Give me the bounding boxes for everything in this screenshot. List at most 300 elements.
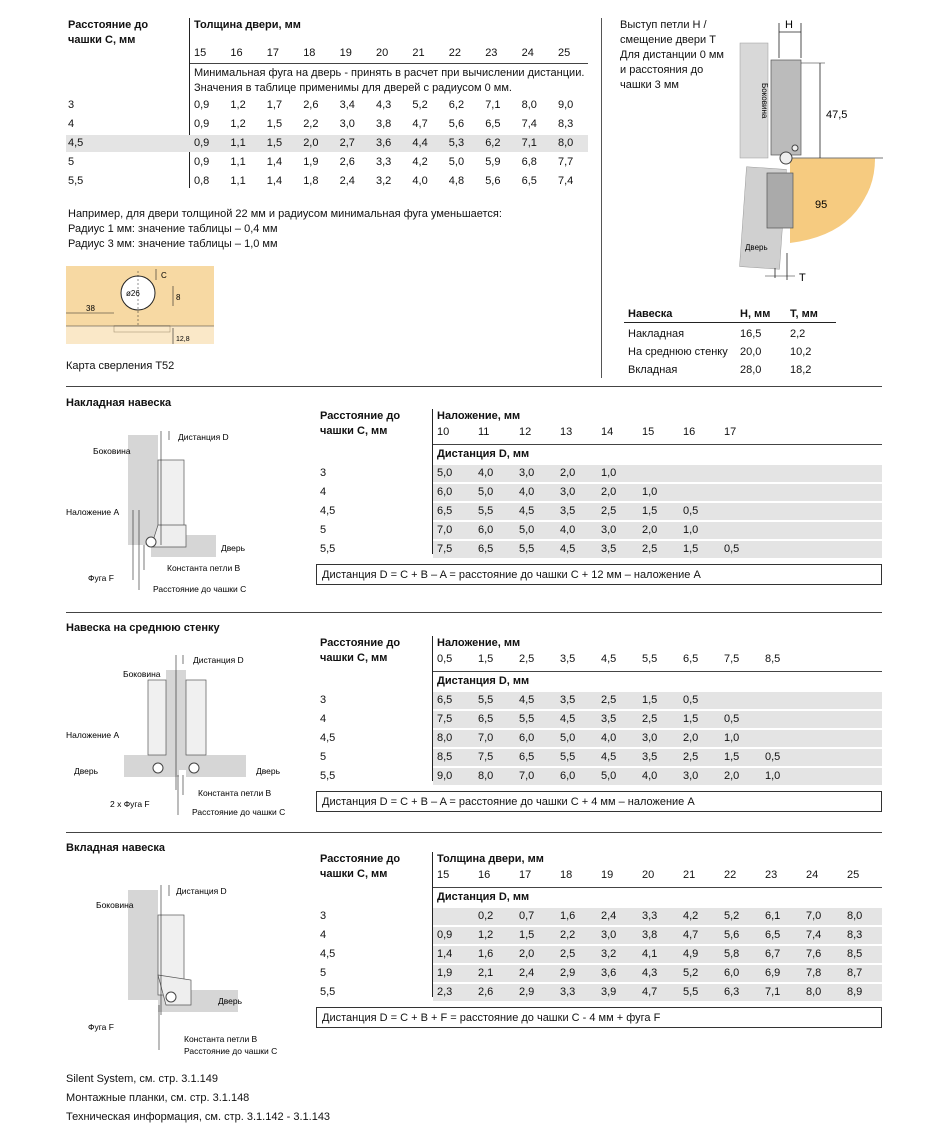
inset-cell: 6,0 bbox=[724, 967, 740, 979]
table-cell: 6,5 bbox=[521, 175, 537, 187]
inset-cup-dist-label: Расстояние до чашки C bbox=[184, 1046, 278, 1056]
table-cell: 1,1 bbox=[230, 156, 246, 168]
overlay-col-number: 14 bbox=[601, 426, 614, 438]
table-cell: 2,4 bbox=[339, 175, 355, 187]
divider bbox=[601, 18, 602, 378]
inset-col-number: 15 bbox=[437, 869, 450, 881]
table-cell: 3,0 bbox=[339, 118, 355, 130]
overlay-cell: 4,0 bbox=[478, 467, 494, 479]
overlay-side-label: Боковина bbox=[93, 446, 131, 456]
inset-cell: 8,0 bbox=[847, 910, 863, 922]
inset-cell: 1,6 bbox=[478, 948, 494, 960]
inset-cell: 7,4 bbox=[806, 929, 822, 941]
inset-cell: 4,7 bbox=[683, 929, 699, 941]
inset-col-number: 23 bbox=[765, 869, 778, 881]
midwall-distance-d-label: Дистанция D bbox=[193, 655, 244, 665]
overlay-cell: 3,0 bbox=[519, 467, 535, 479]
inset-row-c: 5,5 bbox=[320, 986, 336, 998]
overlay-cell: 5,0 bbox=[478, 486, 494, 498]
overlay-group-header: Наложение, мм bbox=[437, 410, 521, 422]
table-cell: 3,6 bbox=[376, 137, 392, 149]
inset-cell: 5,2 bbox=[724, 910, 740, 922]
inset-cell: 3,0 bbox=[601, 929, 617, 941]
midwall-cell: 7,5 bbox=[437, 713, 453, 725]
midwall-cell: 4,5 bbox=[601, 751, 617, 763]
table-cell: 5,6 bbox=[485, 175, 501, 187]
overlay-cell: 1,0 bbox=[683, 524, 699, 536]
overlay-door-label: Дверь bbox=[221, 543, 246, 553]
midwall-cell: 1,5 bbox=[642, 694, 658, 706]
midwall-col-header bbox=[320, 636, 400, 666]
inset-col-number: 25 bbox=[847, 869, 860, 881]
overlay-col-number: 12 bbox=[519, 426, 532, 438]
col-header-line1: Расстояние до bbox=[320, 410, 401, 422]
table-cell: 1,4 bbox=[266, 175, 283, 187]
footer-line2: Монтажные планки, см. стр. 3.1.148 bbox=[66, 1092, 250, 1104]
inset-formula: Дистанция D = C + B + F = расстояние до чашки C - 4 мм + фуга F bbox=[316, 1007, 882, 1028]
midwall-row-c: 4,5 bbox=[320, 732, 336, 744]
h-label: H bbox=[785, 19, 793, 31]
inset-col-number: 22 bbox=[724, 869, 737, 881]
thickness-col-header: 16 bbox=[230, 47, 243, 59]
midwall-cell: 7,0 bbox=[519, 770, 535, 782]
table-cell: 4,2 bbox=[412, 156, 428, 168]
inset-cell: 2,9 bbox=[519, 986, 535, 998]
inset-cell: 7,0 bbox=[806, 910, 822, 922]
table-cell: 1,5 bbox=[266, 118, 283, 130]
midwall-row bbox=[433, 692, 882, 709]
midwall-cell: 6,5 bbox=[437, 694, 453, 706]
table-cell: 0,9 bbox=[194, 99, 210, 111]
dim-38-label: 38 bbox=[86, 304, 95, 313]
inset-diagram bbox=[66, 880, 306, 1060]
midwall-col-number: 8,5 bbox=[765, 653, 781, 665]
ht-name: Вкладная bbox=[628, 364, 678, 376]
table-cell: 6,8 bbox=[521, 156, 537, 168]
table-cell: 8,3 bbox=[558, 118, 574, 130]
ht-header-h: H, мм bbox=[740, 308, 771, 320]
inset-col-number: 17 bbox=[519, 869, 532, 881]
inset-cell: 2,4 bbox=[601, 910, 617, 922]
midwall-cell: 2,5 bbox=[683, 751, 699, 763]
midwall-row bbox=[433, 749, 882, 766]
overlay-cell: 3,0 bbox=[601, 524, 617, 536]
example-note bbox=[68, 207, 502, 252]
table-cell: 1,9 bbox=[303, 156, 319, 168]
divider bbox=[624, 322, 836, 323]
c-label: C bbox=[161, 271, 167, 280]
divider bbox=[433, 887, 882, 888]
protrusion-line4: и расстояния до bbox=[620, 64, 704, 76]
col-header-line1: Расстояние до bbox=[320, 853, 401, 865]
overlay-col-number: 15 bbox=[642, 426, 655, 438]
overlay-cell: 4,5 bbox=[560, 543, 576, 555]
midwall-cell: 1,5 bbox=[724, 751, 740, 763]
dim-47-5-label: 47,5 bbox=[826, 109, 848, 121]
midwall-cell: 2,0 bbox=[724, 770, 740, 782]
table-cell: 5,6 bbox=[448, 118, 465, 130]
top-table-group-header: Толщина двери, мм bbox=[194, 19, 301, 31]
t-label: T bbox=[799, 272, 806, 284]
ht-t-value: 10,2 bbox=[790, 346, 812, 358]
table-cell: 6,2 bbox=[448, 99, 465, 111]
inset-col-number: 18 bbox=[560, 869, 573, 881]
ht-name: Накладная bbox=[628, 328, 685, 340]
note-line1: Минимальная фуга на дверь - принять в расчет при вычислении дистанции. bbox=[194, 67, 585, 79]
inset-cell: 8,0 bbox=[806, 986, 822, 998]
overlay-cell: 0,5 bbox=[683, 505, 699, 517]
inset-hinge-const-label: Константа петли B bbox=[184, 1034, 258, 1044]
thickness-col-header: 25 bbox=[558, 47, 571, 59]
inset-cell: 0,9 bbox=[437, 929, 453, 941]
inset-cell: 2,5 bbox=[560, 948, 576, 960]
midwall-cell: 6,5 bbox=[519, 751, 535, 763]
overlay-cell: 6,0 bbox=[478, 524, 494, 536]
inset-row-c: 3 bbox=[320, 910, 327, 922]
midwall-cup-dist-label: Расстояние до чашки C bbox=[192, 807, 286, 817]
table-cell: 9,0 bbox=[558, 99, 574, 111]
overlay-cell: 2,5 bbox=[642, 543, 658, 555]
col-header-line2: чашки С, мм bbox=[320, 652, 388, 664]
inset-cell: 4,7 bbox=[642, 986, 658, 998]
row-c-value: 3 bbox=[68, 99, 75, 111]
ht-t-value: 18,2 bbox=[790, 364, 812, 376]
inset-cell: 5,8 bbox=[724, 948, 740, 960]
midwall-cell: 2,5 bbox=[601, 694, 617, 706]
overlay-row bbox=[433, 484, 882, 501]
table-row bbox=[66, 173, 588, 190]
inset-col-number: 16 bbox=[478, 869, 491, 881]
overlay-diagram bbox=[66, 425, 296, 600]
inset-cell: 8,9 bbox=[847, 986, 863, 998]
inset-cell: 0,7 bbox=[519, 910, 535, 922]
overlay-cell: 5,5 bbox=[478, 505, 494, 517]
top-table-note bbox=[194, 66, 584, 96]
inset-cell: 1,9 bbox=[437, 967, 453, 979]
midwall-cell: 3,5 bbox=[642, 751, 658, 763]
overlay-col-number: 16 bbox=[683, 426, 696, 438]
dim-95-label: 95 bbox=[815, 199, 828, 211]
overlay-cell: 6,0 bbox=[437, 486, 453, 498]
table-cell: 2,7 bbox=[339, 137, 355, 149]
overlay-cell: 4,0 bbox=[560, 524, 576, 536]
midwall-col-number: 5,5 bbox=[642, 653, 658, 665]
table-cell: 4,0 bbox=[412, 175, 428, 187]
midwall-cell: 5,0 bbox=[560, 732, 576, 744]
table-cell: 5,0 bbox=[448, 156, 465, 168]
overlay-cell: 2,0 bbox=[601, 486, 617, 498]
overlay-a-label: Наложение A bbox=[66, 507, 120, 517]
table-cell: 1,4 bbox=[266, 156, 283, 168]
overlay-col-number: 10 bbox=[437, 426, 450, 438]
midwall-cell: 2,5 bbox=[642, 713, 658, 725]
overlay-cell: 6,5 bbox=[437, 505, 453, 517]
table-cell: 0,9 bbox=[194, 156, 210, 168]
midwall-cell: 5,5 bbox=[519, 713, 535, 725]
row-c-value: 5,5 bbox=[68, 175, 84, 187]
table-cell: 5,2 bbox=[412, 99, 428, 111]
table-cell: 1,2 bbox=[230, 99, 246, 111]
section-divider bbox=[66, 832, 882, 833]
table-cell: 7,4 bbox=[521, 118, 537, 130]
inset-cell: 3,8 bbox=[642, 929, 658, 941]
midwall-row bbox=[433, 730, 882, 747]
inset-cell: 2,4 bbox=[519, 967, 535, 979]
overlay-cell: 1,0 bbox=[642, 486, 658, 498]
divider bbox=[433, 671, 882, 672]
dim-8-label: 8 bbox=[176, 293, 181, 302]
top-table-col-header bbox=[68, 18, 148, 48]
overlay-row-c: 5,5 bbox=[320, 543, 336, 555]
midwall-cell: 1,0 bbox=[724, 732, 740, 744]
overlay-formula: Дистанция D = C + B – A = расстояние до чашки C + 12 мм – наложение A bbox=[316, 564, 882, 585]
inset-cell: 1,4 bbox=[437, 948, 453, 960]
thickness-col-header: 23 bbox=[485, 47, 498, 59]
inset-cell: 7,1 bbox=[765, 986, 781, 998]
midwall-cell: 0,5 bbox=[683, 694, 699, 706]
example-line1: Например, для двери толщиной 22 мм и радиусом минимальная фуга уменьшается: bbox=[68, 208, 502, 220]
inset-door-label: Дверь bbox=[218, 996, 243, 1006]
table-cell: 2,6 bbox=[339, 156, 355, 168]
table-cell: 4,8 bbox=[448, 175, 465, 187]
footer-references bbox=[66, 1070, 330, 1127]
table-cell: 1,7 bbox=[266, 99, 283, 111]
overlay-cell: 1,5 bbox=[683, 543, 699, 555]
overlay-cell: 7,0 bbox=[437, 524, 453, 536]
inset-row bbox=[433, 908, 882, 925]
inset-cell: 3,2 bbox=[601, 948, 617, 960]
inset-distance-d-label: Дистанция D bbox=[176, 886, 227, 896]
midwall-col-number: 1,5 bbox=[478, 653, 494, 665]
midwall-cell: 1,0 bbox=[765, 770, 781, 782]
inset-cell: 3,9 bbox=[601, 986, 617, 998]
midwall-cell: 5,5 bbox=[560, 751, 576, 763]
midwall-gap-label: 2 x Фуга F bbox=[110, 799, 150, 809]
midwall-col-number: 0,5 bbox=[437, 653, 453, 665]
midwall-side-label: Боковина bbox=[123, 669, 161, 679]
midwall-cell: 2,0 bbox=[683, 732, 699, 744]
thickness-col-header: 15 bbox=[194, 47, 207, 59]
midwall-cell: 7,5 bbox=[478, 751, 494, 763]
example-line3: Радиус 3 мм: значение таблицы – 1,0 мм bbox=[68, 238, 278, 250]
thickness-col-header: 24 bbox=[521, 47, 534, 59]
overlay-cell: 0,5 bbox=[724, 543, 740, 555]
midwall-door-right-label: Дверь bbox=[256, 766, 281, 776]
midwall-cell: 5,0 bbox=[601, 770, 617, 782]
protrusion-line2: смещение двери T bbox=[620, 34, 716, 46]
side-label: Боковина bbox=[760, 83, 769, 119]
inset-col-number: 20 bbox=[642, 869, 655, 881]
inset-col-number: 24 bbox=[806, 869, 819, 881]
table-cell: 4,4 bbox=[412, 137, 428, 149]
table-cell: 7,4 bbox=[558, 175, 574, 187]
section-divider bbox=[66, 386, 882, 387]
table-cell: 0,9 bbox=[194, 137, 210, 149]
midwall-cell: 4,0 bbox=[601, 732, 617, 744]
footer-line1: Silent System, см. стр. 3.1.149 bbox=[66, 1073, 219, 1085]
midwall-col-number: 4,5 bbox=[601, 653, 617, 665]
inset-cell: 4,3 bbox=[642, 967, 658, 979]
overlay-row-c: 5 bbox=[320, 524, 327, 536]
midwall-cell: 5,5 bbox=[478, 694, 494, 706]
row-c-value: 5 bbox=[68, 156, 75, 168]
protrusion-line3: Для дистанции 0 мм bbox=[620, 49, 724, 61]
overlay-cell: 2,0 bbox=[642, 524, 658, 536]
overlay-cell: 4,0 bbox=[519, 486, 535, 498]
table-cell: 4,3 bbox=[376, 99, 392, 111]
table-cell: 3,8 bbox=[376, 118, 392, 130]
midwall-col-number: 2,5 bbox=[519, 653, 535, 665]
inset-cell: 8,3 bbox=[847, 929, 863, 941]
overlay-cell: 3,0 bbox=[560, 486, 576, 498]
table-cell: 6,2 bbox=[485, 137, 501, 149]
drilling-caption: Карта сверления T52 bbox=[66, 360, 175, 372]
overlay-title: Накладная навеска bbox=[66, 397, 172, 409]
inset-col-header bbox=[320, 852, 400, 882]
inset-cell: 3,6 bbox=[601, 967, 617, 979]
thickness-col-header: 18 bbox=[303, 47, 316, 59]
ht-row bbox=[624, 344, 836, 361]
overlay-hinge-const-label: Константа петли B bbox=[167, 563, 241, 573]
inset-row bbox=[433, 946, 882, 963]
ht-header-t: T, мм bbox=[790, 308, 818, 320]
inset-cell: 8,5 bbox=[847, 948, 863, 960]
overlay-cell: 7,5 bbox=[437, 543, 453, 555]
col-header-line2: чашки С, мм bbox=[68, 34, 136, 46]
overlay-row bbox=[433, 522, 882, 539]
table-row bbox=[66, 154, 588, 171]
overlay-cell: 3,5 bbox=[560, 505, 576, 517]
inset-cell: 2,9 bbox=[560, 967, 576, 979]
inset-sub-header: Дистанция D, мм bbox=[437, 891, 530, 903]
divider bbox=[190, 63, 588, 64]
overlay-col-number: 11 bbox=[478, 426, 490, 438]
overlay-row bbox=[433, 465, 882, 482]
overlay-row-c: 4,5 bbox=[320, 505, 336, 517]
midwall-row-c: 5 bbox=[320, 751, 327, 763]
thickness-col-header: 20 bbox=[376, 47, 389, 59]
overlay-cell: 1,5 bbox=[642, 505, 658, 517]
table-cell: 7,7 bbox=[558, 156, 574, 168]
inset-cell: 2,1 bbox=[478, 967, 494, 979]
table-cell: 8,0 bbox=[558, 137, 574, 149]
inset-cell: 6,1 bbox=[765, 910, 781, 922]
overlay-cell: 5,0 bbox=[519, 524, 535, 536]
midwall-cell: 0,5 bbox=[765, 751, 781, 763]
door-label: Дверь bbox=[745, 243, 768, 252]
midwall-cell: 4,5 bbox=[560, 713, 576, 725]
ht-header-name: Навеска bbox=[628, 308, 673, 320]
example-line2: Радиус 1 мм: значение таблицы – 0,4 мм bbox=[68, 223, 278, 235]
inset-cell: 4,9 bbox=[683, 948, 699, 960]
ht-name: На среднюю стенку bbox=[628, 346, 728, 358]
table-row bbox=[66, 116, 588, 133]
overlay-row-c: 3 bbox=[320, 467, 327, 479]
divider bbox=[433, 444, 882, 445]
ht-row bbox=[624, 362, 836, 379]
protrusion-diagram bbox=[735, 18, 885, 288]
overlay-cell: 2,5 bbox=[601, 505, 617, 517]
inset-row-c: 5 bbox=[320, 967, 327, 979]
inset-cell: 1,6 bbox=[560, 910, 576, 922]
overlay-row bbox=[433, 541, 882, 558]
overlay-cell: 4,5 bbox=[519, 505, 535, 517]
midwall-cell: 1,5 bbox=[683, 713, 699, 725]
inset-cell: 7,6 bbox=[806, 948, 822, 960]
overlay-row bbox=[433, 503, 882, 520]
inset-group-header: Толщина двери, мм bbox=[437, 853, 544, 865]
table-cell: 7,1 bbox=[521, 137, 537, 149]
table-cell: 2,0 bbox=[303, 137, 319, 149]
inset-cell: 0,2 bbox=[478, 910, 494, 922]
midwall-a-label: Наложение A bbox=[66, 730, 120, 740]
midwall-cell: 6,0 bbox=[560, 770, 576, 782]
midwall-sub-header: Дистанция D, мм bbox=[437, 675, 530, 687]
table-cell: 1,5 bbox=[266, 137, 283, 149]
overlay-cup-dist-label: Расстояние до чашки C bbox=[153, 584, 247, 594]
inset-row-c: 4 bbox=[320, 929, 327, 941]
inset-title: Вкладная навеска bbox=[66, 842, 165, 854]
midwall-cell: 9,0 bbox=[437, 770, 453, 782]
midwall-formula: Дистанция D = C + B – A = расстояние до чашки C + 4 мм – наложение A bbox=[316, 791, 882, 812]
inset-col-number: 21 bbox=[683, 869, 696, 881]
diameter-label: ø26 bbox=[126, 289, 140, 298]
overlay-cell: 2,0 bbox=[560, 467, 576, 479]
inset-cell: 8,7 bbox=[847, 967, 863, 979]
col-header-line2: чашки С, мм bbox=[320, 868, 388, 880]
table-row bbox=[66, 97, 588, 114]
inset-cell: 4,1 bbox=[642, 948, 658, 960]
thickness-col-header: 17 bbox=[266, 47, 280, 59]
midwall-cell: 8,5 bbox=[437, 751, 453, 763]
midwall-cell: 6,5 bbox=[478, 713, 494, 725]
midwall-diagram bbox=[66, 650, 306, 825]
inset-cell: 2,3 bbox=[437, 986, 453, 998]
midwall-hinge-const-label: Константа петли B bbox=[198, 788, 272, 798]
inset-row bbox=[433, 965, 882, 982]
midwall-row-c: 5,5 bbox=[320, 770, 336, 782]
drilling-diagram bbox=[66, 266, 216, 348]
table-cell: 1,2 bbox=[230, 118, 246, 130]
overlay-gap-label: Фуга F bbox=[88, 573, 114, 583]
ht-h-value: 16,5 bbox=[740, 328, 762, 340]
midwall-cell: 4,0 bbox=[642, 770, 658, 782]
midwall-door-left-label: Дверь bbox=[74, 766, 99, 776]
midwall-row-c: 3 bbox=[320, 694, 327, 706]
inset-side-label: Боковина bbox=[96, 900, 134, 910]
table-cell: 6,5 bbox=[485, 118, 501, 130]
inset-cell: 7,8 bbox=[806, 967, 822, 979]
row-c-value: 4 bbox=[68, 118, 75, 130]
inset-cell: 4,2 bbox=[683, 910, 699, 922]
overlay-sub-header: Дистанция D, мм bbox=[437, 448, 530, 460]
row-c-value: 4,5 bbox=[68, 137, 84, 149]
col-header-line2: чашки С, мм bbox=[320, 425, 388, 437]
table-cell: 2,6 bbox=[303, 99, 319, 111]
inset-cell: 6,3 bbox=[724, 986, 740, 998]
inset-cell: 2,0 bbox=[519, 948, 535, 960]
inset-cell: 6,5 bbox=[765, 929, 781, 941]
inset-cell: 2,2 bbox=[560, 929, 576, 941]
protrusion-note bbox=[620, 18, 724, 93]
note-line2: Значения в таблице применимы для дверей с радиусом 0 мм. bbox=[194, 82, 512, 94]
table-cell: 3,2 bbox=[376, 175, 392, 187]
midwall-cell: 7,0 bbox=[478, 732, 494, 744]
table-cell: 0,9 bbox=[194, 118, 210, 130]
midwall-col-number: 6,5 bbox=[683, 653, 699, 665]
ht-h-value: 28,0 bbox=[740, 364, 762, 376]
table-cell: 1,1 bbox=[230, 175, 246, 187]
